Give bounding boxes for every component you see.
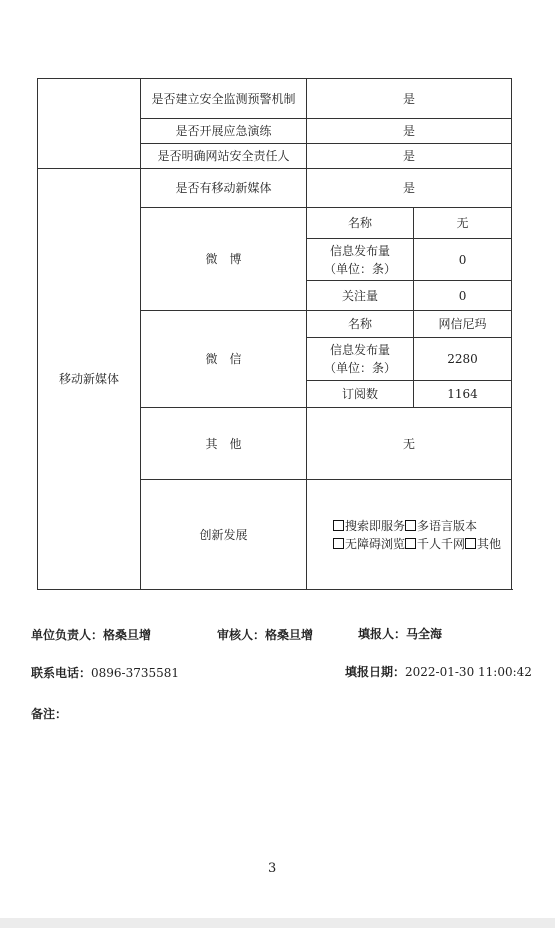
question-cell: 是否有移动新媒体: [141, 169, 307, 208]
owner-line: [31, 626, 151, 643]
checkbox-icon: [333, 520, 344, 531]
filler-line: [358, 625, 442, 642]
question-cell: 是否明确网站安全责任人: [141, 144, 307, 169]
weibo-posts-value: 0: [414, 239, 512, 281]
option-other[interactable]: [465, 537, 501, 551]
wechat-label: 微 信: [141, 311, 307, 408]
other-label: 其 他: [141, 408, 307, 480]
security-section-cell: [38, 79, 141, 169]
option-personalized[interactable]: [405, 537, 465, 551]
weibo-name-label: 名称: [307, 208, 414, 239]
phone-line: [31, 664, 179, 681]
posts-label-unit: （单位：条）: [323, 361, 396, 375]
note-line: [31, 705, 67, 722]
wechat-name-label: 名称: [307, 311, 414, 338]
innovation-section-label: 创新发展: [141, 480, 307, 590]
weibo-name-value: 无: [414, 208, 512, 239]
table-row: [38, 169, 512, 208]
answer-cell: 是: [307, 169, 512, 208]
checkbox-icon: [333, 538, 344, 549]
weibo-label: 微 博: [141, 208, 307, 311]
wechat-subscribe-label: 订阅数: [307, 381, 414, 408]
filler-label: 填报人：: [358, 627, 407, 641]
weibo-posts-label: [307, 239, 414, 281]
date-line: [345, 663, 532, 680]
answer-cell: 是: [307, 144, 512, 169]
answer-cell: 是: [307, 119, 512, 144]
wechat-posts-value: 2280: [414, 338, 512, 381]
posts-label-line: 信息发布量: [329, 243, 390, 258]
option-label: 搜索即服务: [345, 518, 406, 533]
wechat-name-value: 网信尼玛: [414, 311, 512, 338]
owner-label: 单位负责人：: [31, 628, 104, 642]
innovation-options: [307, 480, 512, 590]
date-value: 2022-01-30 11:00:42: [405, 665, 532, 679]
option-multilanguage[interactable]: [405, 519, 477, 533]
mobile-section-label: 移动新媒体: [38, 169, 141, 590]
checkbox-icon: [405, 520, 416, 531]
question-cell: 是否建立安全监测预警机制: [141, 79, 307, 119]
phone-label: 联系电话：: [31, 666, 92, 680]
reviewer-line: [217, 626, 313, 643]
other-value: 无: [307, 408, 512, 480]
wechat-posts-label: [307, 338, 414, 381]
reviewer-label: 审核人：: [217, 628, 266, 642]
wechat-subscribe-value: 1164: [414, 381, 512, 408]
reviewer-value: 格桑旦增: [265, 628, 314, 642]
report-table: [37, 78, 512, 590]
table-row: [38, 79, 512, 119]
answer-cell: 是: [307, 79, 512, 119]
option-search-as-service[interactable]: [333, 519, 405, 533]
checkbox-icon: [465, 538, 476, 549]
posts-label-line: 信息发布量: [329, 343, 390, 357]
weibo-follow-label: 关注量: [307, 281, 414, 311]
owner-value: 格桑旦增: [103, 628, 152, 642]
note-label: 备注：: [31, 707, 68, 721]
posts-label-unit: （单位：条）: [323, 261, 396, 276]
date-label: 填报日期：: [345, 665, 406, 679]
option-label: 无障碍浏览: [345, 536, 406, 551]
option-label: 其他: [477, 536, 502, 551]
weibo-follow-value: 0: [414, 281, 512, 311]
viewer-bottom-bar: [0, 918, 555, 928]
question-cell: 是否开展应急演练: [141, 119, 307, 144]
page-number: 3: [268, 861, 277, 876]
filler-value: 马全海: [406, 627, 443, 641]
checkbox-icon: [405, 538, 416, 549]
option-label: 多语言版本: [417, 518, 478, 533]
option-label: 千人千网: [417, 536, 466, 551]
phone-value: 0896-3735581: [91, 666, 180, 680]
option-accessibility[interactable]: [333, 537, 405, 551]
